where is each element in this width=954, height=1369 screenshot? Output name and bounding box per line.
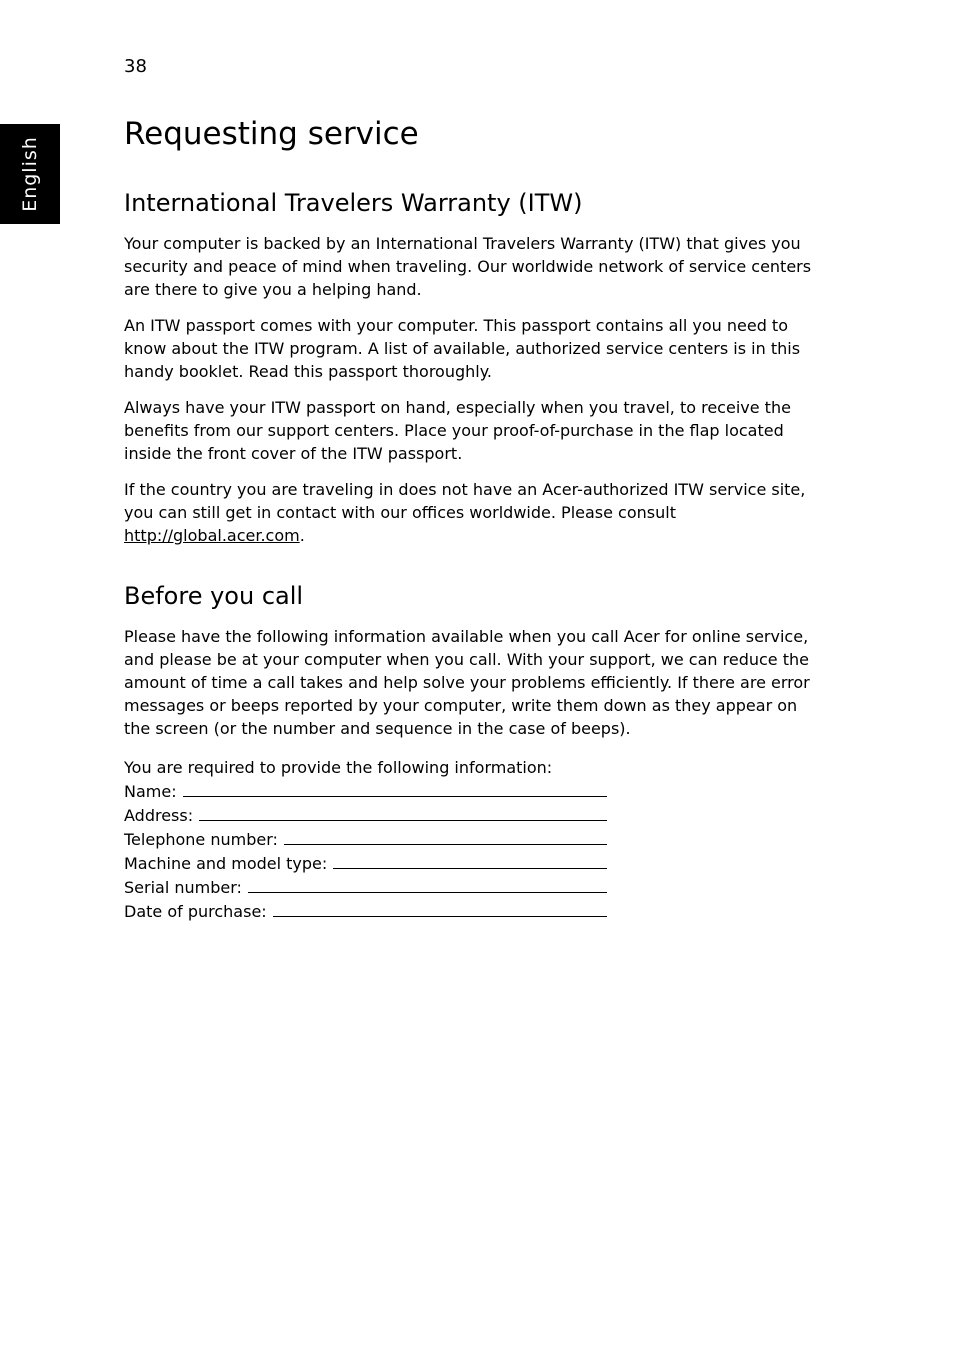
language-tab — [0, 124, 60, 224]
form-blank-line — [248, 875, 607, 893]
form-row-purchase-date — [124, 899, 607, 923]
acer-global-link[interactable]: http://global.acer.com — [124, 526, 300, 545]
form-label: Address: — [124, 806, 194, 825]
form-label: Machine and model type: — [124, 854, 328, 873]
form-label: Telephone number: — [124, 830, 278, 849]
itw-heading: International Travelers Warranty (ITW) — [124, 189, 583, 217]
form-intro: You are required to provide the following information: — [124, 758, 553, 777]
itw-paragraph-2: An ITW passport comes with your computer. This passport contains all you need to know about the ITW program. A list of available, authorized service centers is in this handy booklet. Read this passport thoroughly. — [124, 316, 801, 381]
form-row-address — [124, 803, 607, 827]
before-call-heading: Before you call — [124, 582, 304, 610]
form-row-serial — [124, 875, 607, 899]
form-blank-line — [183, 779, 607, 797]
page-title: Requesting service — [124, 116, 419, 152]
page-number: 38 — [124, 56, 147, 77]
form-blank-line — [333, 851, 607, 869]
form-row-machine-model — [124, 851, 607, 875]
page-content — [124, 112, 824, 923]
before-call-paragraph: Please have the following information available when you call Acer for online service, and please be at your computer when you call. With your support, we can reduce the amount of time a call takes and help solve your problems efficiently. If there are error messages or beeps reported by your computer, write them down as they appear on the screen (or the number and sequence in the case of beeps). — [124, 627, 810, 738]
itw-paragraph-1: Your computer is backed by an International Travelers Warranty (ITW) that gives you security and peace of mind when traveling. Our worldwide network of service centers are there to give you a helping hand. — [124, 234, 812, 299]
form-row-telephone — [124, 827, 607, 851]
form-blank-line — [199, 803, 607, 821]
information-form — [124, 756, 824, 923]
language-tab-label: English — [19, 136, 41, 212]
form-label: Name: — [124, 782, 177, 801]
itw-paragraph-3: Always have your ITW passport on hand, especially when you travel, to receive the benefits from our support centers. Place your proof-of-purchase in the flap located inside the front cover of the ITW passport. — [124, 398, 791, 463]
itw-paragraph-4 — [124, 478, 814, 547]
form-label: Date of purchase: — [124, 902, 267, 921]
form-label: Serial number: — [124, 878, 242, 897]
form-blank-line — [273, 899, 607, 917]
form-row-name — [124, 779, 607, 803]
form-blank-line — [284, 827, 607, 845]
itw-paragraph-4-text: If the country you are traveling in does not have an Acer-authorized ITW service site, you can still get in contact with our offices worldwide. Please consult — [124, 480, 806, 522]
itw-paragraph-4-end: . — [299, 526, 305, 545]
